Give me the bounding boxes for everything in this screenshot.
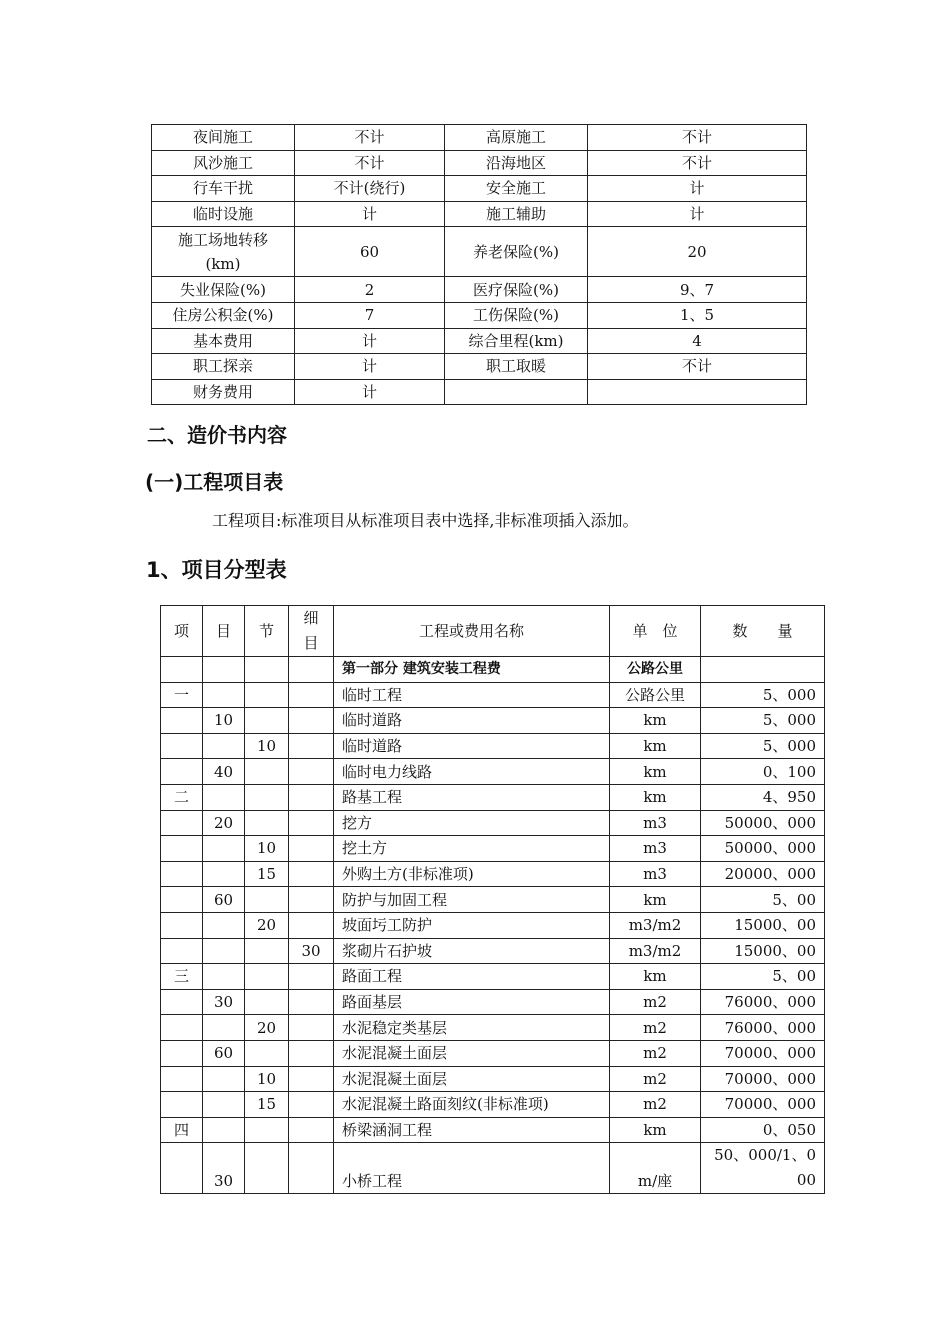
items-cell-name: 路基工程 — [334, 784, 610, 810]
items-cell-name: 桥梁涵洞工程 — [334, 1117, 610, 1143]
items-cell-xiang — [161, 1066, 203, 1092]
params-cell: 不计 — [295, 150, 445, 176]
params-cell: 医疗保险(%) — [445, 277, 588, 303]
items-cell-jie: 10 — [245, 1066, 289, 1092]
params-cell: 不计 — [588, 354, 807, 380]
items-cell-xiang — [161, 1015, 203, 1041]
params-cell: 施工场地转移(km) — [152, 227, 295, 277]
items-cell-unit: m2 — [610, 1015, 701, 1041]
items-cell-mu — [203, 964, 245, 990]
params-cell: 1、5 — [588, 302, 807, 328]
items-cell-qty: 5、000 — [701, 733, 825, 759]
items-cell-qty: 70000、000 — [701, 1066, 825, 1092]
items-cell-unit: km — [610, 784, 701, 810]
items-cell-mu — [203, 912, 245, 938]
params-table-body — [152, 125, 807, 405]
params-cell: 60 — [295, 227, 445, 277]
params-row — [152, 227, 807, 277]
items-cell-jie: 15 — [245, 861, 289, 887]
items-cell-name: 小桥工程 — [334, 1143, 610, 1194]
params-row — [152, 201, 807, 227]
items-row — [161, 938, 825, 964]
items-cell-unit: m3 — [610, 836, 701, 862]
items-cell-unit: m3 — [610, 861, 701, 887]
section-title: 二、造价书内容 — [147, 423, 287, 447]
params-cell: 夜间施工 — [152, 125, 295, 151]
items-cell-name: 第一部分 建筑安装工程费 — [334, 657, 610, 683]
items-cell-name: 外购土方(非标准项) — [334, 861, 610, 887]
items-cell-unit: m2 — [610, 1092, 701, 1118]
items-cell-mu — [203, 657, 245, 683]
header-ximu: 细目 — [289, 606, 334, 657]
items-cell-mu — [203, 784, 245, 810]
items-row — [161, 1143, 825, 1194]
items-row — [161, 682, 825, 708]
items-cell-xiang — [161, 887, 203, 913]
items-cell-mu: 30 — [203, 1143, 245, 1194]
items-cell-ximu — [289, 1015, 334, 1041]
items-cell-jie: 10 — [245, 836, 289, 862]
items-cell-name: 临时道路 — [334, 708, 610, 734]
items-cell-ximu — [289, 733, 334, 759]
items-cell-mu — [203, 836, 245, 862]
items-row — [161, 989, 825, 1015]
items-row — [161, 836, 825, 862]
params-cell: 7 — [295, 302, 445, 328]
items-cell-unit: km — [610, 964, 701, 990]
items-row — [161, 759, 825, 785]
description-paragraph: 工程项目:标准项目从标准项目表中选择,非标准项插入添加。 — [212, 511, 639, 530]
items-table-header — [161, 606, 825, 657]
items-cell-mu: 30 — [203, 989, 245, 1015]
header-qty: 数 量 — [701, 606, 825, 657]
items-cell-qty: 5、000 — [701, 708, 825, 734]
items-cell-ximu — [289, 1117, 334, 1143]
params-table — [151, 124, 807, 405]
items-cell-ximu — [289, 1040, 334, 1066]
items-cell-ximu — [289, 682, 334, 708]
items-cell-unit: m2 — [610, 1066, 701, 1092]
items-cell-xiang — [161, 657, 203, 683]
items-cell-qty — [701, 657, 825, 683]
items-cell-xiang: 四 — [161, 1117, 203, 1143]
params-cell: 住房公积金(%) — [152, 302, 295, 328]
items-cell-unit: 公路公里 — [610, 682, 701, 708]
items-cell-qty: 5、00 — [701, 964, 825, 990]
items-cell-xiang: 一 — [161, 682, 203, 708]
items-cell-unit: m3/m2 — [610, 938, 701, 964]
params-cell: 施工辅助 — [445, 201, 588, 227]
params-row — [152, 277, 807, 303]
params-row — [152, 150, 807, 176]
items-cell-ximu — [289, 964, 334, 990]
items-cell-ximu — [289, 708, 334, 734]
items-row — [161, 887, 825, 913]
items-cell-xiang — [161, 810, 203, 836]
items-cell-jie — [245, 657, 289, 683]
items-row — [161, 1015, 825, 1041]
items-cell-mu — [203, 861, 245, 887]
items-cell-mu — [203, 682, 245, 708]
params-cell: 9、7 — [588, 277, 807, 303]
items-cell-qty: 4、950 — [701, 784, 825, 810]
items-cell-jie — [245, 887, 289, 913]
subsection-title: (一)工程项目表 — [145, 470, 284, 494]
params-cell: 财务费用 — [152, 379, 295, 405]
items-table — [160, 605, 825, 1194]
items-cell-mu: 10 — [203, 708, 245, 734]
items-cell-xiang — [161, 708, 203, 734]
items-cell-jie: 15 — [245, 1092, 289, 1118]
params-row — [152, 302, 807, 328]
items-cell-unit: m3/m2 — [610, 912, 701, 938]
items-cell-name: 临时道路 — [334, 733, 610, 759]
items-cell-mu: 60 — [203, 1040, 245, 1066]
params-row — [152, 328, 807, 354]
header-jie: 节 — [245, 606, 289, 657]
items-cell-name: 防护与加固工程 — [334, 887, 610, 913]
params-cell: 职工取暖 — [445, 354, 588, 380]
items-cell-mu — [203, 1092, 245, 1118]
items-cell-mu — [203, 938, 245, 964]
items-cell-mu — [203, 1117, 245, 1143]
items-table-body — [161, 606, 825, 1194]
params-cell: 失业保险(%) — [152, 277, 295, 303]
items-cell-unit: 公路公里 — [610, 657, 701, 683]
items-cell-unit: km — [610, 708, 701, 734]
items-cell-xiang — [161, 1092, 203, 1118]
item-table-title: 1、项目分型表 — [146, 558, 287, 582]
items-cell-qty: 76000、000 — [701, 1015, 825, 1041]
items-cell-xiang: 三 — [161, 964, 203, 990]
params-cell: 计 — [295, 328, 445, 354]
params-cell: 20 — [588, 227, 807, 277]
items-row — [161, 912, 825, 938]
params-cell: 行车干扰 — [152, 176, 295, 202]
header-mu: 目 — [203, 606, 245, 657]
params-cell: 计 — [588, 201, 807, 227]
items-cell-xiang: 二 — [161, 784, 203, 810]
items-cell-jie — [245, 1040, 289, 1066]
items-cell-qty: 76000、000 — [701, 989, 825, 1015]
params-cell: 养老保险(%) — [445, 227, 588, 277]
params-cell: 计 — [588, 176, 807, 202]
params-cell — [445, 379, 588, 405]
items-cell-unit: km — [610, 1117, 701, 1143]
items-cell-qty: 50000、000 — [701, 836, 825, 862]
items-cell-name: 挖土方 — [334, 836, 610, 862]
items-cell-unit: m2 — [610, 989, 701, 1015]
items-cell-jie — [245, 784, 289, 810]
params-cell: 沿海地区 — [445, 150, 588, 176]
items-cell-name: 水泥稳定类基层 — [334, 1015, 610, 1041]
params-cell: 职工探亲 — [152, 354, 295, 380]
items-cell-qty: 20000、000 — [701, 861, 825, 887]
items-cell-ximu — [289, 759, 334, 785]
params-cell: 不计 — [588, 150, 807, 176]
header-name: 工程或费用名称 — [334, 606, 610, 657]
items-cell-ximu — [289, 912, 334, 938]
params-row — [152, 125, 807, 151]
items-row — [161, 1040, 825, 1066]
items-cell-name: 挖方 — [334, 810, 610, 836]
items-cell-qty: 50000、000 — [701, 810, 825, 836]
items-row — [161, 810, 825, 836]
items-cell-qty: 15000、00 — [701, 912, 825, 938]
items-cell-jie: 10 — [245, 733, 289, 759]
items-cell-mu: 20 — [203, 810, 245, 836]
items-cell-jie — [245, 938, 289, 964]
items-cell-ximu — [289, 1143, 334, 1194]
items-cell-xiang — [161, 912, 203, 938]
items-cell-xiang — [161, 1143, 203, 1194]
items-cell-ximu: 30 — [289, 938, 334, 964]
items-cell-mu — [203, 1015, 245, 1041]
items-cell-unit: km — [610, 759, 701, 785]
items-cell-mu: 40 — [203, 759, 245, 785]
items-row — [161, 964, 825, 990]
items-cell-qty: 70000、000 — [701, 1040, 825, 1066]
params-cell — [588, 379, 807, 405]
items-cell-name: 路面基层 — [334, 989, 610, 1015]
items-cell-name: 浆砌片石护坡 — [334, 938, 610, 964]
items-cell-xiang — [161, 836, 203, 862]
items-cell-name: 临时工程 — [334, 682, 610, 708]
items-cell-name: 坡面圬工防护 — [334, 912, 610, 938]
params-cell: 不计 — [295, 125, 445, 151]
items-cell-ximu — [289, 1066, 334, 1092]
params-cell: 基本费用 — [152, 328, 295, 354]
items-cell-jie — [245, 1143, 289, 1194]
params-row — [152, 379, 807, 405]
items-cell-ximu — [289, 810, 334, 836]
items-cell-xiang — [161, 733, 203, 759]
params-cell: 安全施工 — [445, 176, 588, 202]
params-row — [152, 354, 807, 380]
items-cell-unit: m/座 — [610, 1143, 701, 1194]
items-cell-qty: 15000、00 — [701, 938, 825, 964]
items-cell-jie — [245, 810, 289, 836]
items-cell-qty: 5、000 — [701, 682, 825, 708]
items-cell-unit: km — [610, 887, 701, 913]
items-cell-jie: 20 — [245, 912, 289, 938]
params-row — [152, 176, 807, 202]
items-cell-qty: 0、050 — [701, 1117, 825, 1143]
items-cell-ximu — [289, 861, 334, 887]
items-row — [161, 1117, 825, 1143]
items-row — [161, 1066, 825, 1092]
items-row — [161, 657, 825, 683]
items-cell-qty: 0、100 — [701, 759, 825, 785]
items-row — [161, 733, 825, 759]
items-cell-ximu — [289, 836, 334, 862]
items-cell-jie — [245, 964, 289, 990]
params-cell: 风沙施工 — [152, 150, 295, 176]
items-cell-name: 临时电力线路 — [334, 759, 610, 785]
items-cell-xiang — [161, 861, 203, 887]
items-cell-xiang — [161, 989, 203, 1015]
items-cell-jie — [245, 989, 289, 1015]
items-cell-jie — [245, 708, 289, 734]
params-cell: 计 — [295, 379, 445, 405]
items-cell-name: 路面工程 — [334, 964, 610, 990]
items-cell-qty: 70000、000 — [701, 1092, 825, 1118]
params-cell: 工伤保险(%) — [445, 302, 588, 328]
items-cell-unit: km — [610, 733, 701, 759]
params-cell: 临时设施 — [152, 201, 295, 227]
items-row — [161, 784, 825, 810]
items-cell-jie: 20 — [245, 1015, 289, 1041]
params-cell: 综合里程(km) — [445, 328, 588, 354]
header-unit: 单 位 — [610, 606, 701, 657]
items-cell-name: 水泥混凝土面层 — [334, 1066, 610, 1092]
params-cell: 计 — [295, 201, 445, 227]
items-cell-mu: 60 — [203, 887, 245, 913]
items-cell-xiang — [161, 1040, 203, 1066]
items-cell-ximu — [289, 887, 334, 913]
header-xiang: 项 — [161, 606, 203, 657]
items-cell-name: 水泥混凝土面层 — [334, 1040, 610, 1066]
params-cell: 2 — [295, 277, 445, 303]
items-cell-ximu — [289, 1092, 334, 1118]
items-cell-xiang — [161, 759, 203, 785]
items-cell-unit: m2 — [610, 1040, 701, 1066]
params-cell: 不计 — [588, 125, 807, 151]
items-cell-xiang — [161, 938, 203, 964]
items-cell-mu — [203, 1066, 245, 1092]
items-cell-ximu — [289, 989, 334, 1015]
items-cell-ximu — [289, 784, 334, 810]
params-cell: 计 — [295, 354, 445, 380]
items-cell-jie — [245, 682, 289, 708]
params-cell: 不计(绕行) — [295, 176, 445, 202]
items-row — [161, 861, 825, 887]
items-cell-qty: 50、000/1、000 — [701, 1143, 825, 1194]
items-cell-name: 水泥混凝土路面刻纹(非标准项) — [334, 1092, 610, 1118]
items-row — [161, 1092, 825, 1118]
items-cell-qty: 5、00 — [701, 887, 825, 913]
items-cell-jie — [245, 759, 289, 785]
params-cell: 高原施工 — [445, 125, 588, 151]
items-cell-ximu — [289, 657, 334, 683]
items-row — [161, 708, 825, 734]
items-cell-unit: m3 — [610, 810, 701, 836]
items-cell-jie — [245, 1117, 289, 1143]
params-cell: 4 — [588, 328, 807, 354]
items-cell-mu — [203, 733, 245, 759]
